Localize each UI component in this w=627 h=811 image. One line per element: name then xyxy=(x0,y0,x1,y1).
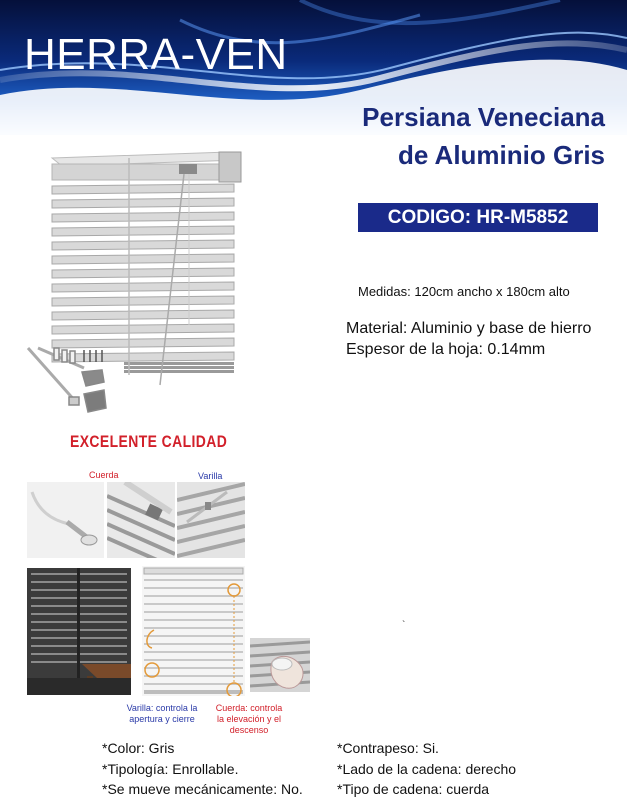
cuerda-caption-line-2: la elevación y el xyxy=(216,714,282,724)
cuerda-detail-image xyxy=(27,482,104,558)
varilla-caption-line-2: apertura y cierre xyxy=(129,714,195,724)
feature-tipo-cadena: *Tipo de cadena: cuerda xyxy=(337,781,490,797)
varilla-detail-image xyxy=(177,482,245,558)
varilla-caption xyxy=(122,703,202,725)
feature-contrapeso: *Contrapeso: Si. xyxy=(337,740,439,756)
cleaning-photo xyxy=(250,638,310,692)
product-code: CODIGO: HR-M5852 xyxy=(358,203,598,232)
room-photo xyxy=(27,568,131,695)
label-cuerda: Cuerda xyxy=(89,470,119,480)
varilla-caption-line-1: Varilla: controla la xyxy=(126,703,198,713)
cuerda-caption-line-1: Cuerda: controla xyxy=(215,703,283,713)
feature-color: *Color: Gris xyxy=(102,740,175,756)
spec-material: Material: Aluminio y base de hierro xyxy=(346,320,592,337)
spec-espesor: Espesor de la hoja: 0.14mm xyxy=(346,341,546,358)
blind-annotated-image xyxy=(142,566,245,696)
title-line-1: Persiana Veneciana xyxy=(362,102,605,132)
label-varilla: Varilla xyxy=(198,471,223,481)
spec-medidas: Medidas: 120cm ancho x 180cm alto xyxy=(358,284,570,299)
feature-mecanico: *Se mueve mecánicamente: No. xyxy=(102,781,303,797)
feature-tipologia: *Tipología: Enrollable. xyxy=(102,761,239,777)
cuerda-caption xyxy=(210,703,288,736)
brand-logo: HERRA-VEN xyxy=(24,30,288,79)
stray-mark: ` xyxy=(402,620,406,631)
product-title xyxy=(275,98,605,174)
blind-product-image xyxy=(24,150,254,420)
cuerda-caption-line-3: descenso xyxy=(229,725,269,735)
title-line-2: de Aluminio Gris xyxy=(397,140,605,170)
headrail-detail-image xyxy=(107,482,175,558)
feature-lado-cadena: *Lado de la cadena: derecho xyxy=(337,761,517,777)
quality-heading: EXCELENTE CALIDAD xyxy=(70,432,228,451)
